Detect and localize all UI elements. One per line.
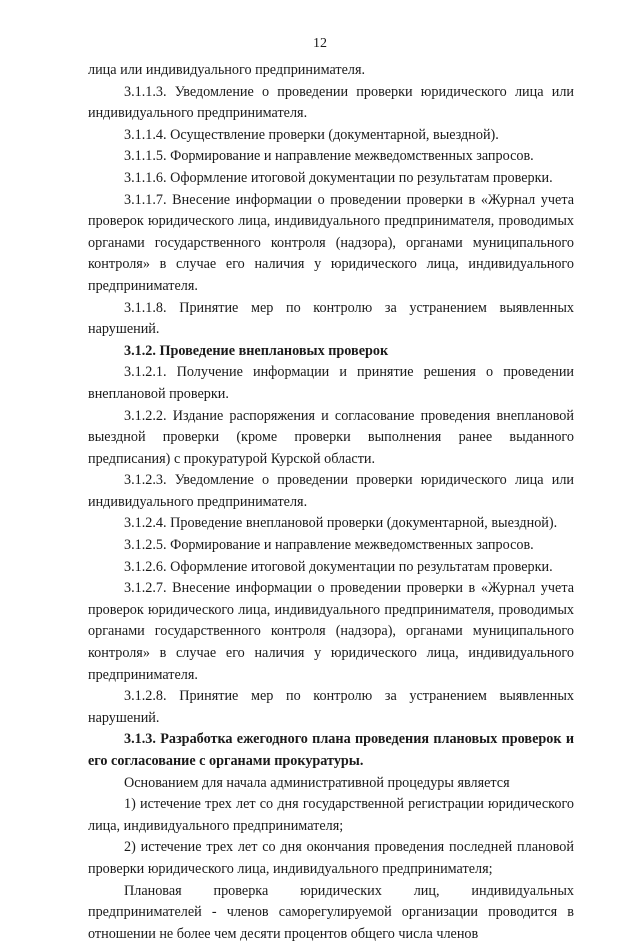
paragraph: 3.1.2.3. Уведомление о проведении проверки юридического лица или индивидуального предпринимателя. [88,472,574,510]
paragraph: 3.1.1.6. Оформление итоговой документации по результатам проверки. [124,169,553,186]
paragraph: 3.1.2.2. Издание распоряжения и согласование проведения внеплановой выездной проверки (кроме проверки выполнения ранее выданного предписания) с прокуратурой Курской области. [88,407,574,467]
page-number: 12 [313,36,327,51]
paragraph: 3.1.2.6. Оформление итоговой документации по результатам проверки. [124,558,553,575]
paragraph: 3.1.2.5. Формирование и направление межведомственных запросов. [124,537,534,554]
paragraph: лица или индивидуального предпринимателя. [88,62,366,78]
paragraph: 1) истечение трех лет со дня государственной регистрации юридического лица, индивидуального предпринимателя; [88,796,574,834]
section-heading: 3.1.3. Разработка ежегодного плана проведения плановых проверок и его согласование с органами прокуратуры. [88,731,574,769]
paragraph: 3.1.2.8. Принятие мер по контролю за устранением выявленных нарушений. [88,688,574,726]
paragraph: 3.1.2.7. Внесение информации о проведении проверки в «Журнал учета проверок юридического лица, индивидуального предпринимателя, проводимых органами государственного контроля (надзора), органами муниципального контроля» в случае его наличия у юридического лица, индивидуального предпринимателя. [88,580,574,683]
paragraph: 3.1.1.4. Осуществление проверки (документарной, выездной). [124,126,499,143]
paragraph: 3.1.1.3. Уведомление о проведении проверки юридического лица или индивидуального предпринимателя. [88,83,574,122]
paragraph: 3.1.1.5. Формирование и направление межведомственных запросов. [124,148,534,165]
paragraph: 2) истечение трех лет со дня окончания проведения последней плановой проверки юридического лица, индивидуального предпринимателя; [88,839,574,877]
paragraph: 3.1.2.4. Проведение внеплановой проверки (документарной, выездной). [124,515,558,532]
paragraph: 3.1.1.8. Принятие мер по контролю за устранением выявленных нарушений. [88,299,574,338]
paragraph: 3.1.1.7. Внесение информации о проведении проверки в «Журнал учета проверок юридического лица, индивидуального предпринимателя, проводимых органами государственного контроля (надзора), органами муниципального контроля» в случае его наличия у юридического лица, индивидуального предпринимателя. [88,191,574,294]
section-heading: 3.1.2. Проведение внеплановых проверок [124,342,389,359]
paragraph: 3.1.2.1. Получение информации и принятие решения о проведении внеплановой проверки. [88,364,574,402]
paragraph: Плановая проверка юридических лиц, индивидуальных предпринимателей - членов саморегулируемой организации проводится в отношении не более чем десяти процентов общего числа членов [88,882,574,942]
paragraph: Основанием для начала административной процедуры является [124,774,510,791]
document-body [88,60,574,945]
